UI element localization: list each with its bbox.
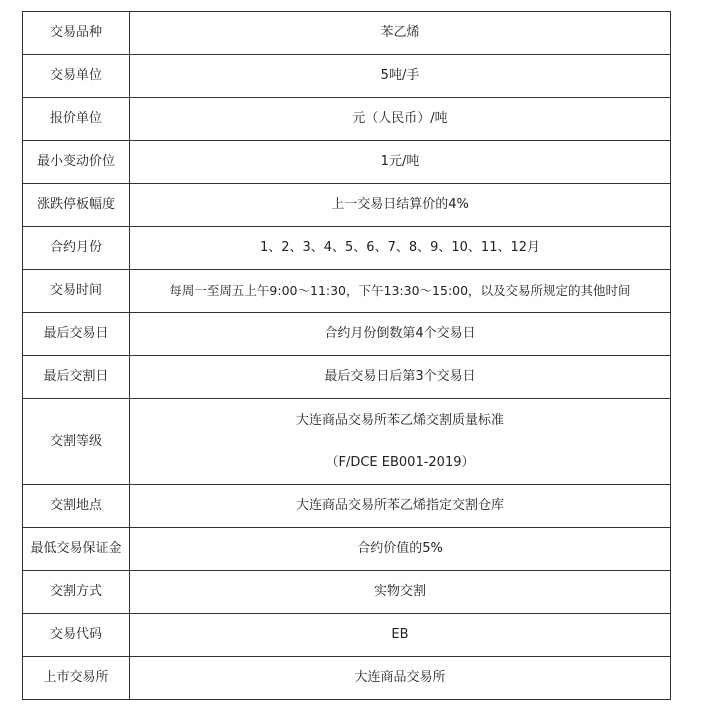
row-value: 合约价值的5% bbox=[130, 528, 671, 571]
row-value: 大连商品交易所苯乙烯指定交割仓库 bbox=[130, 485, 671, 528]
row-value: 苯乙烯 bbox=[130, 12, 671, 55]
row-label: 涨跌停板幅度 bbox=[23, 184, 130, 227]
row-label: 报价单位 bbox=[23, 98, 130, 141]
row-value: 每周一至周五上午9:00～11:30，下午13:30～15:00，以及交易所规定的其他时间 bbox=[130, 270, 671, 313]
row-label: 最小变动价位 bbox=[23, 141, 130, 184]
table-row bbox=[23, 528, 671, 571]
row-label: 交易单位 bbox=[23, 55, 130, 98]
table-row bbox=[23, 270, 671, 313]
value-line: （F/DCE EB001-2019） bbox=[325, 454, 475, 470]
row-value bbox=[130, 399, 671, 485]
row-value: 5吨/手 bbox=[130, 55, 671, 98]
table-row bbox=[23, 184, 671, 227]
row-label: 交易品种 bbox=[23, 12, 130, 55]
row-value: 最后交易日后第3个交易日 bbox=[130, 356, 671, 399]
table-row bbox=[23, 356, 671, 399]
row-value: EB bbox=[130, 614, 671, 657]
table-row bbox=[23, 141, 671, 184]
row-label: 合约月份 bbox=[23, 227, 130, 270]
table-row bbox=[23, 313, 671, 356]
row-label: 交割等级 bbox=[23, 399, 130, 485]
row-label: 交割地点 bbox=[23, 485, 130, 528]
row-label: 最低交易保证金 bbox=[23, 528, 130, 571]
row-label: 交易时间 bbox=[23, 270, 130, 313]
table-row bbox=[23, 227, 671, 270]
row-label: 交易代码 bbox=[23, 614, 130, 657]
row-value: 1、2、3、4、5、6、7、8、9、10、11、12月 bbox=[130, 227, 671, 270]
table-row bbox=[23, 657, 671, 700]
contract-spec-table bbox=[22, 11, 671, 700]
row-label: 最后交易日 bbox=[23, 313, 130, 356]
row-value: 合约月份倒数第4个交易日 bbox=[130, 313, 671, 356]
table-row bbox=[23, 12, 671, 55]
table-row bbox=[23, 485, 671, 528]
table-row bbox=[23, 55, 671, 98]
row-value: 大连商品交易所 bbox=[130, 657, 671, 700]
row-label: 交割方式 bbox=[23, 571, 130, 614]
value-line: 大连商品交易所苯乙烯交割质量标准 bbox=[295, 412, 504, 428]
table-row bbox=[23, 399, 671, 485]
row-value: 实物交割 bbox=[130, 571, 671, 614]
row-value: 1元/吨 bbox=[130, 141, 671, 184]
table-row bbox=[23, 571, 671, 614]
row-label: 最后交割日 bbox=[23, 356, 130, 399]
row-value: 上一交易日结算价的4% bbox=[130, 184, 671, 227]
table-row bbox=[23, 614, 671, 657]
row-value: 元（人民币）/吨 bbox=[130, 98, 671, 141]
row-label: 上市交易所 bbox=[23, 657, 130, 700]
table-row bbox=[23, 98, 671, 141]
